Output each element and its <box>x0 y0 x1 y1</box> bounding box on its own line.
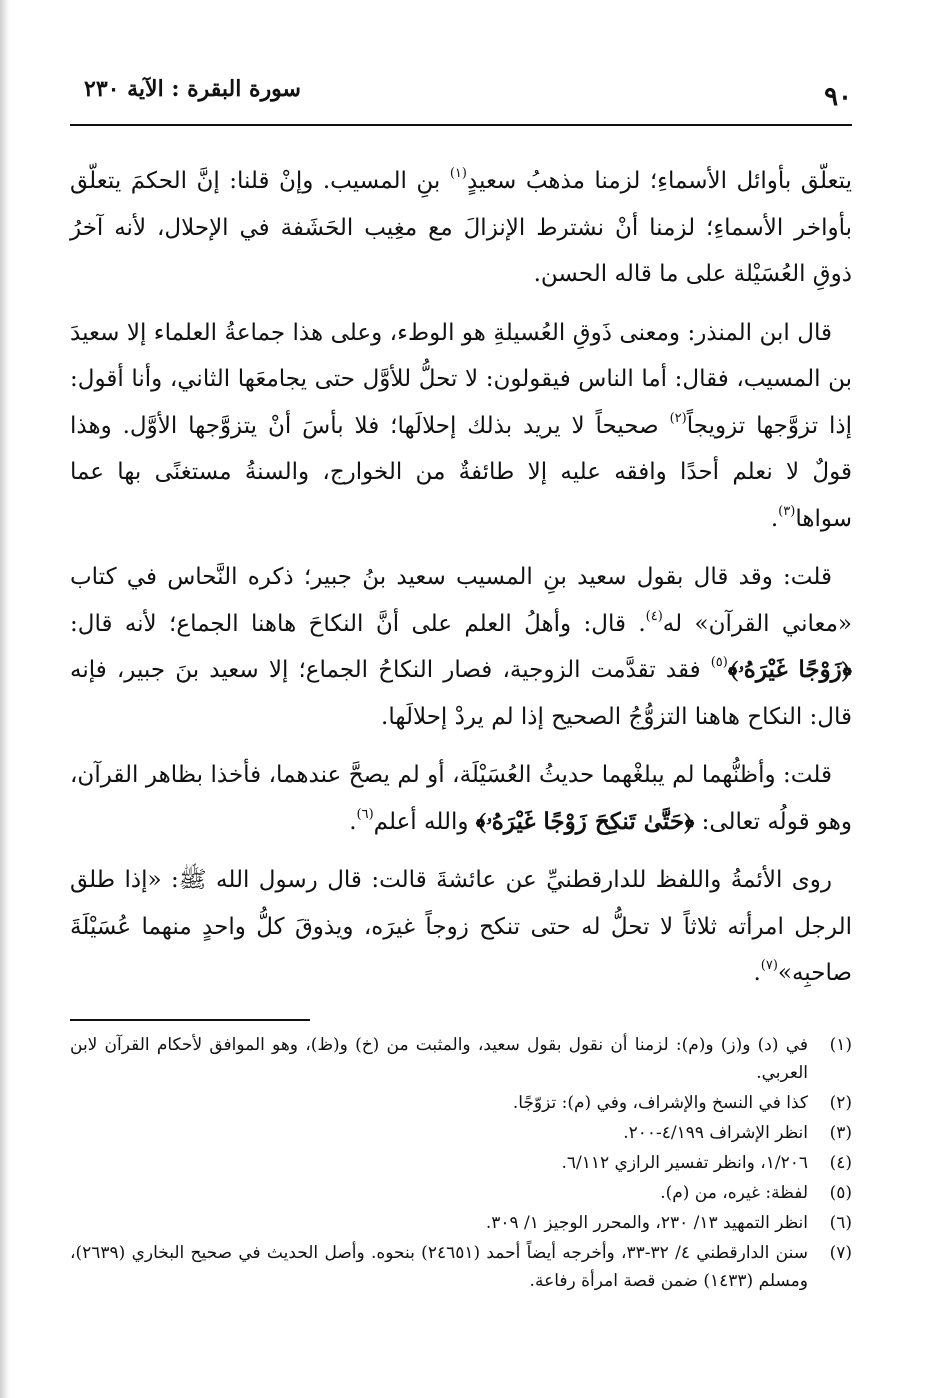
quran-verse: ﴿زَوْجًا غَيْرَهُۥ﴾ <box>727 656 852 683</box>
footnote-number: (٥) <box>829 1182 852 1203</box>
footnote <box>70 1031 852 1087</box>
footnote-marker: (٣) <box>778 503 796 519</box>
footnote-marker: (٢) <box>669 410 687 426</box>
paragraph <box>70 158 852 298</box>
text-run: قال ابن المنذر: ومعنى ذَوقِ العُسيلةِ هو الوطء، وعلى هذا جماعةُ العلماء إلا سعيدَ بن المسيب، فقال: أما الناس فيقولون: لا تحلُّ للأوَّل حتى يجامعَها الثاني، وأنا أقول: إذا تزوَّجها تزويجاً <box>70 319 853 439</box>
text-run: يتعلّق بأوائل الأسماءِ؛ لزمنا مذهبُ سعيدٍ <box>466 168 852 194</box>
footnote <box>70 1149 852 1177</box>
footnote-marker: (٥) <box>710 655 728 670</box>
quran-verse: ﴿حَتَّىٰ تَنكِحَ زَوْجًا غَيْرَهُۥ﴾ <box>475 807 695 835</box>
footnote-number: (٧) <box>829 1242 852 1263</box>
footnote-text: في (د) و(ز) و(م): لزمنا أن نقول بقول سعيد، والمثبت من (خ) و(ظ)، وهو الموافق لأحكام القرآن لابن العربي. <box>70 1034 808 1083</box>
footnote-text: ١/٢٠٦، وانظر تفسير الرازي ٦/١١٢. <box>561 1152 808 1173</box>
text-run: . <box>753 960 761 986</box>
text-run: . قال: وأهلُ العلم على أنَّ النكاحَ هاهنا الجماع؛ لأنه قال: <box>70 610 646 637</box>
scan-edge-shadow <box>0 0 10 1398</box>
text-run: روى الأئمةُ واللفظ للدارقطنيِّ عن عائشةَ قالت: قال رسول الله ﷺ: «إذا طلق الرجل امرأته ثلاثاً لا تحلُّ له حتى تنكح زوجاً غيرَه، ويذوقَ كلُّ واحدٍ منهما عُسَيْلَةَ صاحبِه» <box>70 867 852 986</box>
footnote-number: (٤) <box>829 1152 852 1173</box>
footnote-number: (٦) <box>829 1212 852 1233</box>
footnote-marker: (٧) <box>760 958 778 973</box>
page-header <box>70 68 852 126</box>
footnote-number: (٢) <box>829 1092 852 1113</box>
main-text <box>70 158 852 997</box>
footnote-number: (٣) <box>829 1122 852 1143</box>
text-run: صحيحاً لا يريد بذلك إحلالَها؛ فلا بأسَ أنْ يتزوَّجها الأوَّل. وهذا قولٌ لا نعلم أحدًا وافقه عليه إلا طائفةٌ من الخوارج، والسنةُ مستغنًى بها عما سواها <box>70 412 852 532</box>
footnote-separator <box>70 1019 310 1021</box>
book-page <box>70 68 852 1297</box>
running-title: سورة البقرة : الآية ٢٣٠ <box>84 76 301 102</box>
text-run: . <box>770 505 779 532</box>
text-run: والله أعلم <box>373 808 476 835</box>
footnote-text: سنن الدارقطني ٤/ ٣٢-٣٣، وأخرجه أيضاً أحمد (٢٤٦٥١) بنحوه. وأصل الحديث في صحيح البخاري (٢٦٣٩)، ومسلم (١٤٣٣) ضمن قصة امرأة رفاعة. <box>70 1242 808 1291</box>
footnote <box>70 1239 852 1295</box>
paragraph <box>70 310 852 543</box>
footnote-marker: (٦) <box>356 806 374 822</box>
paragraph <box>70 857 852 997</box>
footnotes <box>70 1031 852 1295</box>
footnote-text: كذا في النسخ والإشراف، وفي (م): تزوّجًا. <box>512 1092 808 1113</box>
footnote-marker: (١) <box>449 166 467 181</box>
text-run: قلت: وأظنُّهما لم يبلغْهما حديثُ العُسَيْلَة، أو لم يصحَّ عندهما، فأخذا بظاهر القرآن، وهو قولُه تعالى: <box>70 762 852 835</box>
footnote-text: انظر التمهيد ١٣/ ٢٣٠، والمحرر الوجيز ١/ ٣٠٩. <box>485 1212 808 1233</box>
footnote <box>70 1209 852 1237</box>
text-run: . <box>349 808 357 835</box>
text-run: قلت: وقد قال بقول سعيد بنِ المسيب سعيد بنُ جبير؛ ذكره النَّحاس في كتاب «معاني القرآن» له <box>70 564 853 637</box>
paragraph <box>70 554 852 740</box>
footnote <box>70 1119 852 1147</box>
paragraph <box>70 752 852 845</box>
footnote <box>70 1089 852 1117</box>
text-run: فقد تقدَّمت الزوجية، فصار النكاحُ الجماع؛ إلا سعيد بنَ جبير، فإنه قال: النكاح هاهنا التزوُّجُ الصحيح إذا لم يردْ إحلالَها. <box>70 657 852 730</box>
footnote-text: انظر الإشراف ٤/١٩٩-٢٠٠. <box>623 1122 808 1143</box>
footnote-number: (١) <box>829 1034 852 1055</box>
footnote-marker: (٤) <box>645 608 663 624</box>
page-number: ٩٠ <box>824 82 852 112</box>
footnote <box>70 1179 852 1207</box>
text-run: بنِ المسيب. وإنْ قلنا: إنَّ الحكمَ يتعلّق بأواخر الأسماءِ؛ لزمنا أنْ نشترط الإنزالَ مع مغِيب الحَشَفة في الإحلال، لأنه آخرُ ذوقِ العُسَيْلة على ما قاله الحسن. <box>70 168 852 287</box>
footnote-text: لفظة: غيره، من (م). <box>660 1182 808 1203</box>
